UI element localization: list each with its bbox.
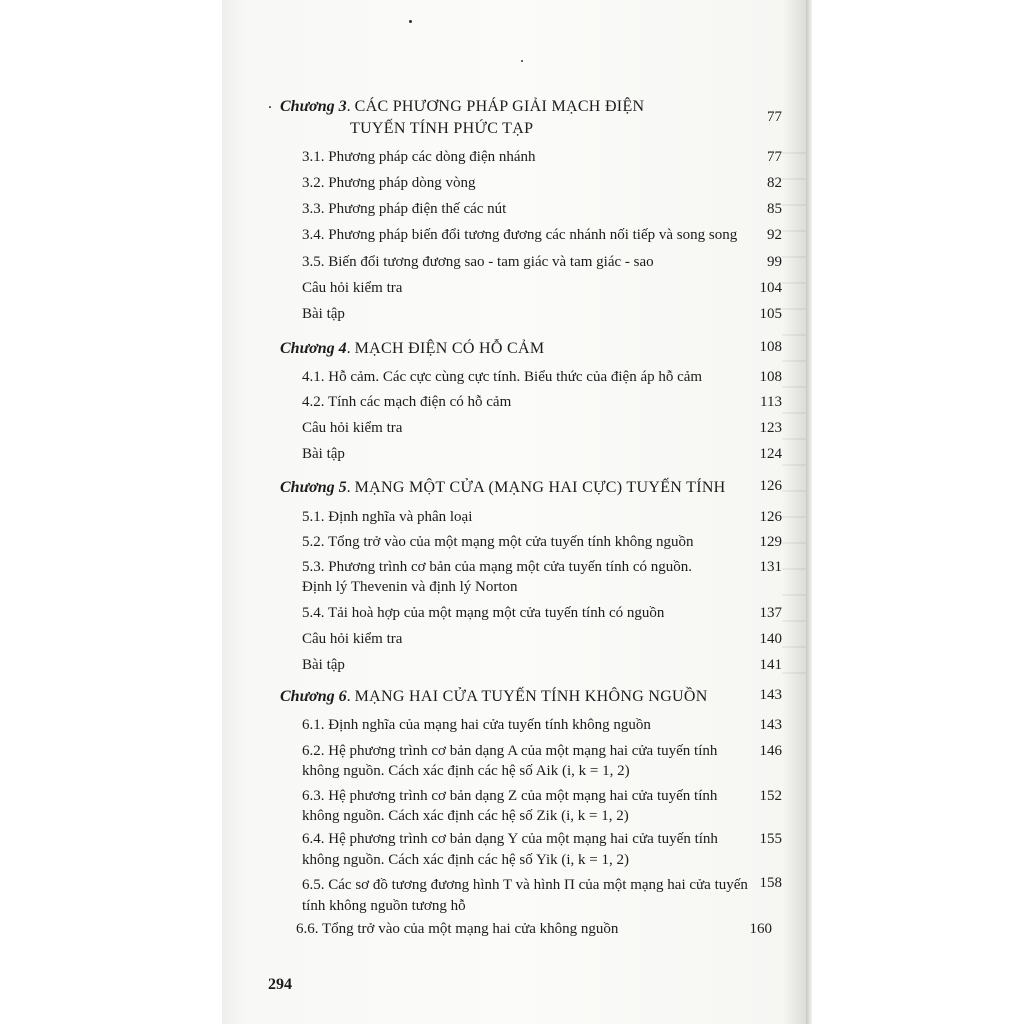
section-entry: 6.2. Hệ phương trình cơ bản dạng A của một mạng hai cửa tuyến tính <box>302 743 718 759</box>
section-entry: Bài tập <box>302 657 345 673</box>
section-entry: Câu hỏi kiểm tra <box>302 420 403 436</box>
section-entry: 6.5. Các sơ đồ tương đương hình T và hình Π của một mạng hai cửa tuyến <box>302 877 748 893</box>
page-ref: 160 <box>749 921 772 937</box>
section-entry-cont: không nguồn. Cách xác định các hệ số Zik (i, k = 1, 2) <box>302 808 629 824</box>
page-ref: 129 <box>759 534 782 550</box>
section-entry: Bài tập <box>302 446 345 462</box>
section-entry: 6.1. Định nghĩa của mạng hai cửa tuyến tính không nguồn <box>302 717 651 733</box>
section-entry-cont: Định lý Thevenin và định lý Norton <box>302 579 518 595</box>
page-ref: 77 <box>767 149 782 165</box>
page-ref: 123 <box>759 420 782 436</box>
section-entry: 4.1. Hỗ cảm. Các cực cùng cực tính. Biểu thức của điện áp hỗ cảm <box>302 369 703 385</box>
page-ref: 85 <box>767 201 782 217</box>
section-entry: 6.3. Hệ phương trình cơ bản dạng Z của một mạng hai cửa tuyến tính <box>302 788 718 804</box>
page-ref: 105 <box>759 306 782 322</box>
page-ref: 131 <box>759 559 782 575</box>
page-ref: 143 <box>759 687 782 703</box>
section-entry: 3.5. Biến đổi tương đương sao - tam giác và tam giác - sao <box>302 254 654 270</box>
page-ref: 108 <box>759 369 782 385</box>
section-entry: 6.4. Hệ phương trình cơ bản dạng Y của một mạng hai cửa tuyến tính <box>302 831 718 847</box>
section-entry: 3.2. Phương pháp dòng vòng <box>302 175 476 191</box>
page-ref: 124 <box>759 446 782 462</box>
page-ref: 113 <box>760 394 782 410</box>
page-ref: 152 <box>759 788 782 804</box>
page-ref: 137 <box>759 605 782 621</box>
section-entry: 3.4. Phương pháp biến đổi tương đương các nhánh nối tiếp và song song <box>302 227 738 243</box>
page-ref: 155 <box>759 831 782 847</box>
page-ref: 126 <box>759 478 782 494</box>
section-entry: Bài tập <box>302 306 345 322</box>
page-ref: 82 <box>767 175 782 191</box>
section-entry: 5.1. Định nghĩa và phân loại <box>302 509 473 525</box>
page-ref: 146 <box>759 743 782 759</box>
section-entry: 5.4. Tải hoà hợp của một mạng một cửa tuyến tính có nguồn <box>302 605 665 621</box>
section-entry: 3.1. Phương pháp các dòng điện nhánh <box>302 149 536 165</box>
chapter-heading: Chương 3. CÁC PHƯƠNG PHÁP GIẢI MẠCH ĐIỆN <box>280 98 645 115</box>
section-entry-cont: tính không nguồn tương hỗ <box>302 898 466 914</box>
section-entry: Câu hỏi kiểm tra <box>302 280 403 296</box>
page-ref: 77 <box>767 109 782 125</box>
section-entry: Câu hỏi kiểm tra <box>302 631 403 647</box>
page-ref: 126 <box>759 509 782 525</box>
bullet-mark: . <box>268 95 272 112</box>
page-ref: 104 <box>759 280 782 296</box>
page-ref: 158 <box>759 875 782 891</box>
page-ref: 92 <box>767 227 782 243</box>
page-ref: 143 <box>759 717 782 733</box>
section-entry: 5.2. Tổng trở vào của một mạng một cửa tuyến tính không nguồn <box>302 534 694 550</box>
page-number: 294 <box>268 976 292 993</box>
page-ref: 141 <box>759 657 782 673</box>
chapter-heading: Chương 4. MẠCH ĐIỆN CÓ HỖ CẢM <box>280 340 545 357</box>
section-entry-cont: không nguồn. Cách xác định các hệ số Yik (i, k = 1, 2) <box>302 852 630 868</box>
chapter-heading: Chương 5. MẠNG MỘT CỬA (MẠNG HAI CỰC) TUYẾN TÍNH <box>280 479 726 496</box>
page-ref: 108 <box>759 339 782 355</box>
chapter-heading: Chương 6. MẠNG HAI CỬA TUYẾN TÍNH KHÔNG NGUỒN <box>280 688 708 705</box>
section-entry: 4.2. Tính các mạch điện có hỗ cảm <box>302 394 512 410</box>
section-entry: 5.3. Phương trình cơ bản của mạng một cửa tuyến tính có nguồn. <box>302 559 692 575</box>
chapter-heading-cont: TUYẾN TÍNH PHỨC TẠP <box>350 120 534 137</box>
section-entry: 3.3. Phương pháp điện thế các nút <box>302 201 507 217</box>
page-ref: 99 <box>767 254 782 270</box>
page-ref: 140 <box>759 631 782 647</box>
section-entry-cont: không nguồn. Cách xác định các hệ số Aik (i, k = 1, 2) <box>302 763 630 779</box>
section-entry: 6.6. Tổng trở vào của một mạng hai cửa không nguồn <box>296 921 619 937</box>
